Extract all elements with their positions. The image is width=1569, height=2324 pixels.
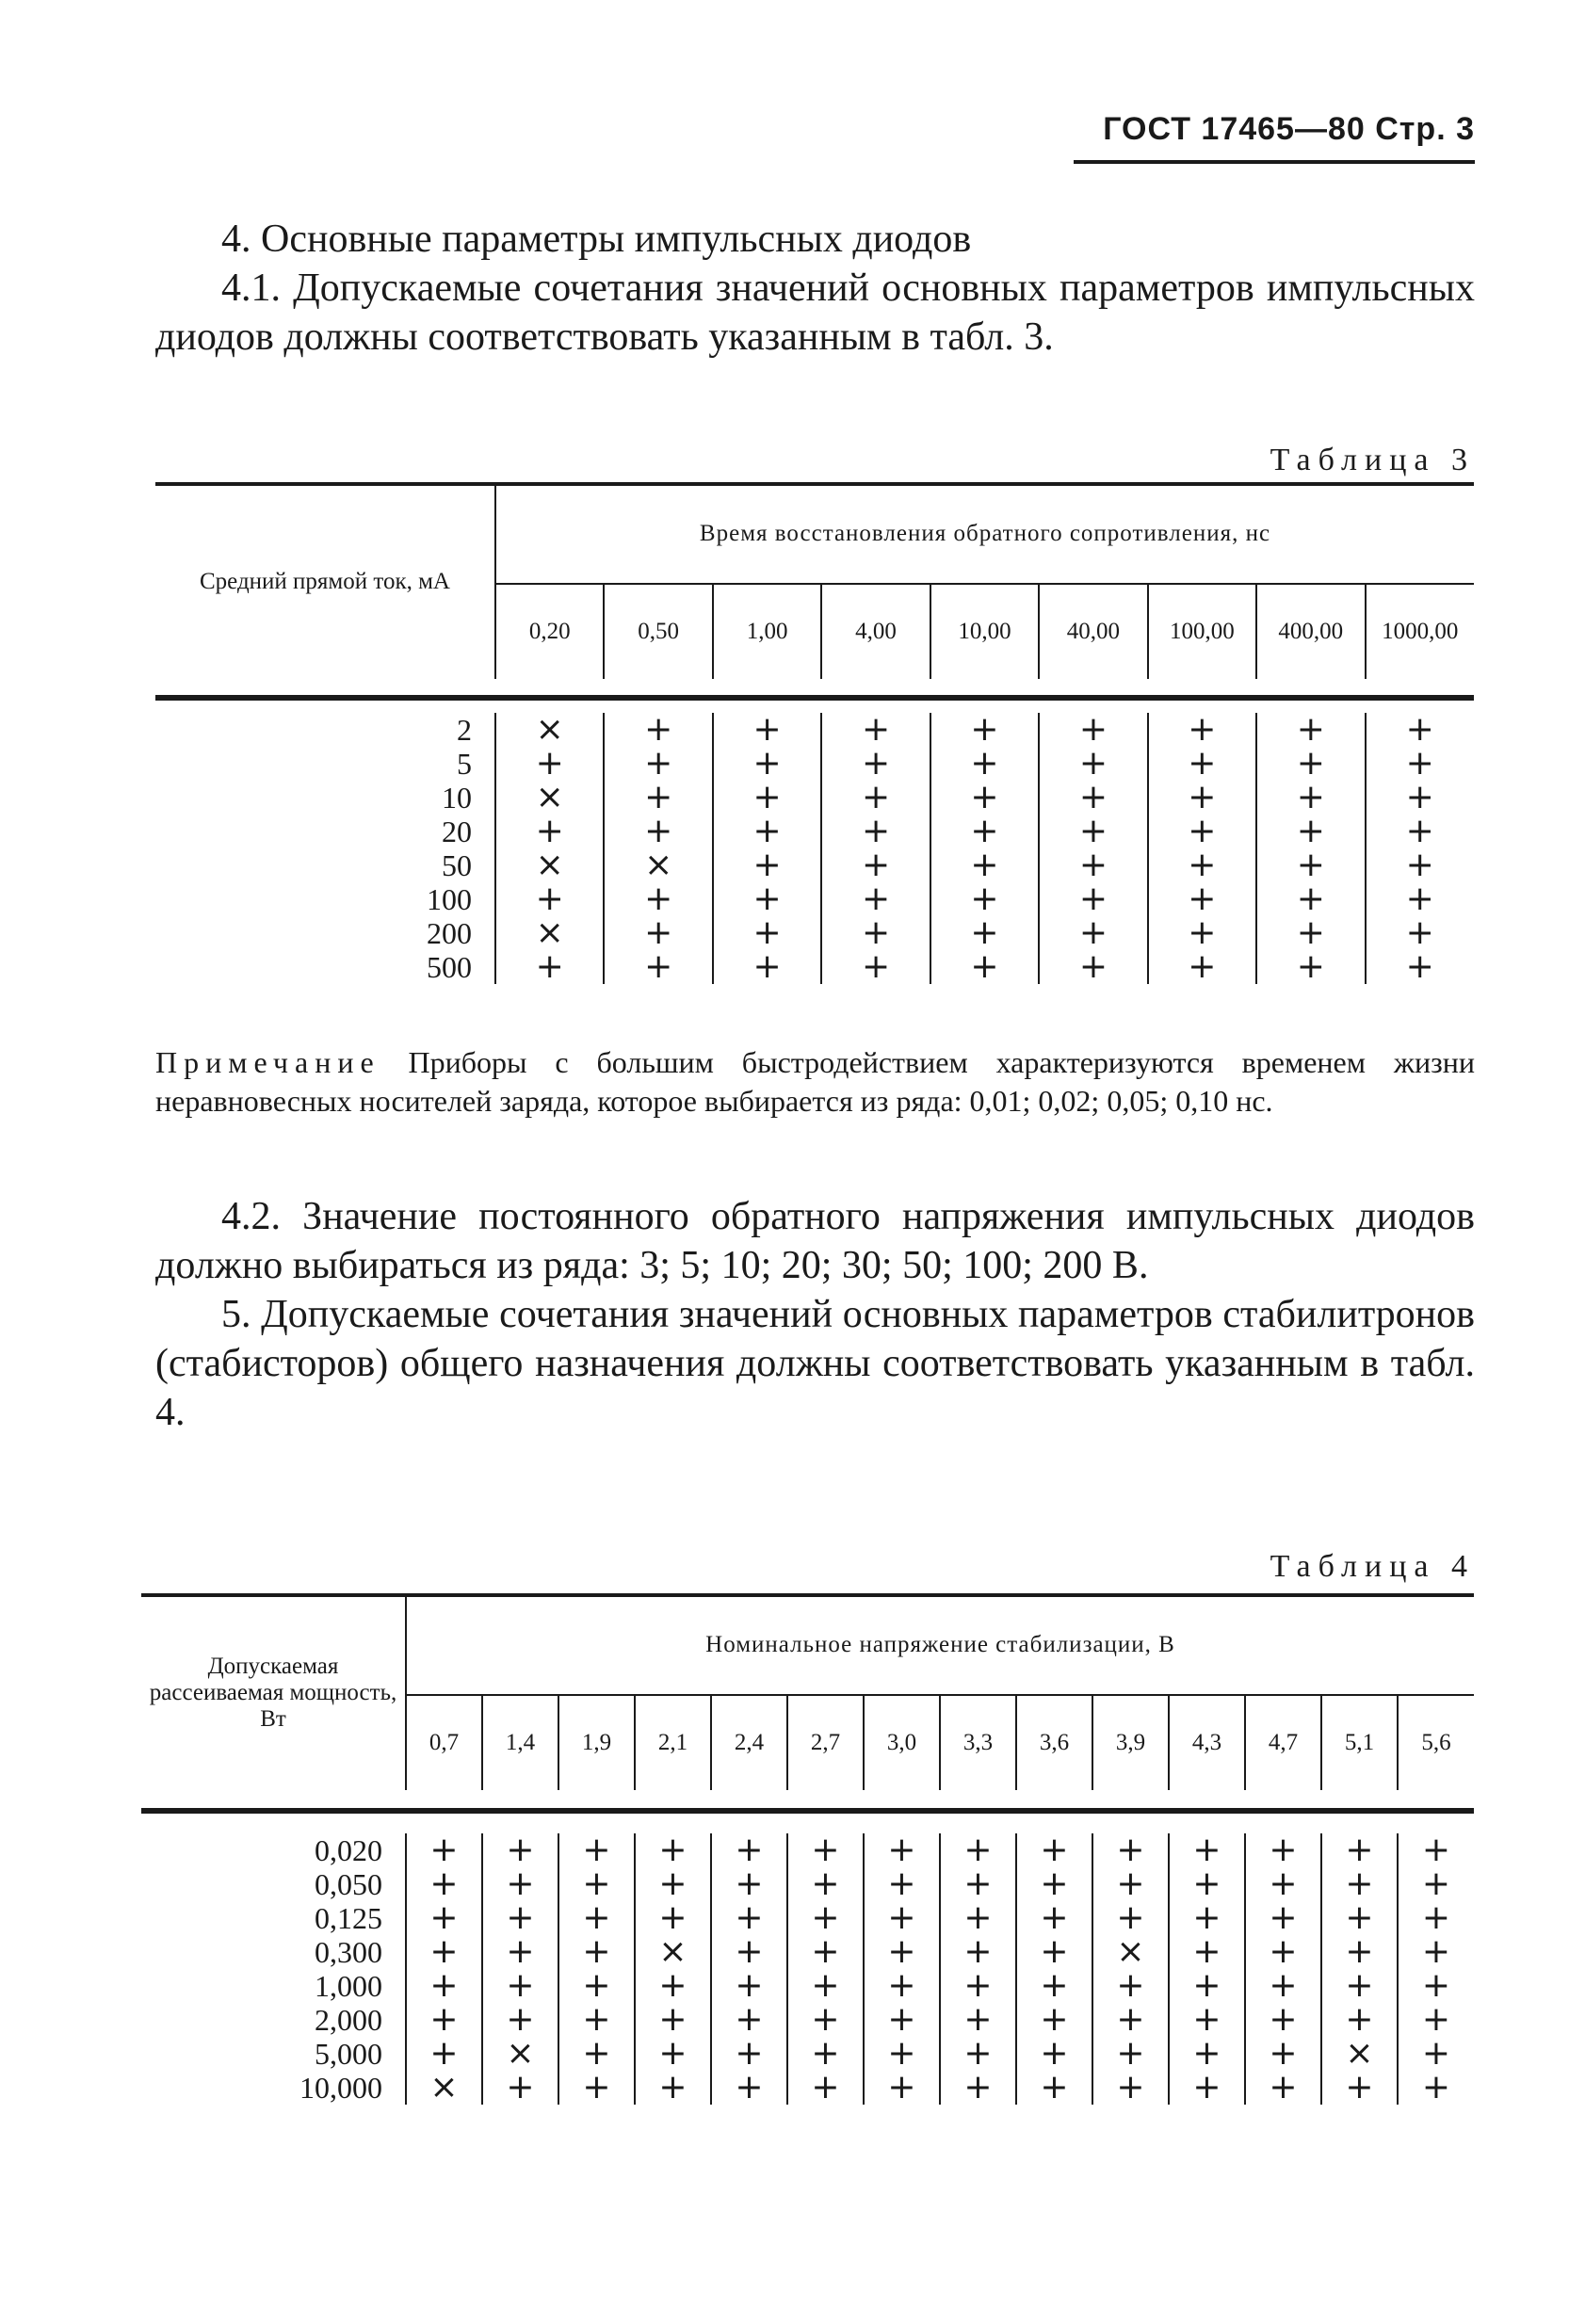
table3-cell: + [1296,710,1325,749]
table3-column-cells [1256,710,1365,986]
table4-column-cells [787,1833,864,2105]
table4-cell: + [1116,2034,1145,2073]
table4-cell: + [811,2068,840,2106]
table3-cell: + [752,880,782,918]
table3-cell: + [752,744,782,783]
table4-cell: + [1421,1932,1451,1971]
table4-cell: + [811,1966,840,2005]
table4-column-header: 2,1 [635,1695,711,1790]
table3-cell: + [1078,744,1108,783]
table3-cell: × [644,846,673,884]
table4-cell: + [887,2068,916,2106]
table3-cell: + [1405,812,1434,850]
table3-cell: + [970,778,999,816]
table3-row-label: 20 [442,815,472,848]
table3-column-header: 10,00 [930,584,1039,679]
table4-cell: + [1040,1864,1069,1903]
table3-cell: + [1405,947,1434,986]
table3-row-label: 10 [442,781,472,815]
table4-cell: + [1192,2000,1221,2039]
table4-row-label: 0,300 [315,1935,382,1969]
table3-cell: + [1296,846,1325,884]
table-4-caption: Таблица 4 [1270,1549,1475,1584]
table4-cell: + [429,1831,459,1869]
table4-column-cells [406,1833,482,2105]
table4-cell: + [811,1898,840,1937]
table3-column-cells [604,710,712,986]
table4-cell: + [658,2000,687,2039]
table4-cell: + [1421,1966,1451,2005]
table3-cell: + [861,880,891,918]
table3-cell: + [644,778,673,816]
table-3 [155,485,1474,984]
table4-column-header: 1,4 [482,1695,558,1790]
table4-cell: + [1116,1831,1145,1869]
table4-cell: + [887,2000,916,2039]
table3-cell: + [752,710,782,749]
table3-cell: + [1296,778,1325,816]
table3-column-header: 1,00 [713,584,821,679]
table4-column-header: 4,7 [1245,1695,1321,1790]
table4-cell: + [582,2034,611,2073]
table4-cell: + [429,1966,459,2005]
table-4-header-rule [141,1808,1474,1814]
table4-cell: + [811,2000,840,2039]
table4-column-header: 0,7 [406,1695,482,1790]
table3-cell: + [1296,947,1325,986]
table4-cell: + [429,1898,459,1937]
table4-cell: + [1421,1831,1451,1869]
table3-cell: + [752,812,782,850]
table3-cell: + [535,744,564,783]
table3-cell: + [1405,778,1434,816]
table4-cell: + [735,2068,764,2106]
table3-row-label: 100 [427,882,472,916]
table3-cell: + [752,846,782,884]
table3-cell: + [1188,846,1217,884]
table3-cell: + [1296,913,1325,952]
table4-cell: + [506,1864,535,1903]
table4-cell: + [582,2000,611,2039]
table4-cell: + [1192,2034,1221,2073]
table4-row-label: 2,000 [315,2003,382,2037]
table4-cell: + [658,1864,687,1903]
table4-cell: + [735,1864,764,1903]
table4-cell: + [582,1966,611,2005]
table4-cell: + [1116,1864,1145,1903]
table4-cell: + [1116,2068,1145,2106]
table4-cell: + [582,1831,611,1869]
table3-column-cells [821,710,930,986]
table4-column-cells [1016,1833,1092,2105]
table4-cell: + [1421,2000,1451,2039]
table4-row-label: 0,125 [315,1901,382,1935]
table4-cell: + [887,1898,916,1937]
table3-cell: + [1296,880,1325,918]
table3-cell: + [1405,913,1434,952]
table4-cell: + [887,1864,916,1903]
table3-cell: + [1188,744,1217,783]
table4-cell: + [1269,2068,1298,2106]
table4-cell: + [1192,1898,1221,1937]
table4-cell: × [1345,2034,1374,2073]
table-3-note [155,1043,1475,1121]
table3-cell: + [970,880,999,918]
table4-cell: + [429,1864,459,1903]
table3-cell: + [861,812,891,850]
table3-cell: + [1078,913,1108,952]
table4-column-header: 1,9 [558,1695,635,1790]
table4-cell: + [1345,1864,1374,1903]
table3-cell: + [861,913,891,952]
table4-cell: + [887,1932,916,1971]
table4-cell: + [735,1898,764,1937]
table4-row-label: 1,000 [315,1969,382,2003]
table3-cell: + [644,812,673,850]
table4-cell: + [811,2034,840,2073]
table-3-header-rule [155,695,1474,701]
table4-cell: + [506,2068,535,2106]
table4-cell: + [963,1932,993,1971]
table4-row-label: 0,050 [315,1867,382,1901]
table3-column-header: 0,50 [604,584,712,679]
table4-cell: + [506,1898,535,1937]
table4-cell: + [887,1831,916,1869]
table4-cell: + [1345,2000,1374,2039]
table4-column-header: 3,6 [1016,1695,1092,1790]
table4-cell: + [1040,1831,1069,1869]
table4-cell: + [1269,2034,1298,2073]
table3-cell: + [861,846,891,884]
table4-cell: + [1040,2034,1069,2073]
table4-column-cells [864,1833,940,2105]
table3-cell: + [970,710,999,749]
table4-cell: + [1345,1932,1374,1971]
table3-cell: + [644,913,673,952]
table4-cell: + [811,1831,840,1869]
table4-cell: + [582,2068,611,2106]
table-4 [141,1596,1474,2105]
paragraph-4-2: 4.2. Значение постоянного обратного напряжения импульсных диодов должно выбираться из ряда: 3; 5; 10; 20; 30; 50; 100; 200 В. [155,1195,1475,1287]
table4-cell: + [811,1864,840,1903]
paragraph-4-1: 4.1. Допускаемые сочетания значений основных параметров импульсных диодов должны соответствовать указанным в табл. 3. [155,266,1475,359]
table3-column-cells [1148,710,1256,986]
table3-cell: + [1296,812,1325,850]
table3-column-header: 40,00 [1039,584,1147,679]
table4-cell: + [1421,1898,1451,1937]
table4-cell: + [582,1898,611,1937]
table4-column-header: 5,6 [1398,1695,1474,1790]
paragraph-5: 5. Допускаемые сочетания значений основных параметров стабилитронов (стабисторов) общего назначения должны соответствовать указанным в табл. 4. [155,1293,1475,1434]
table4-cell: + [1116,1966,1145,2005]
table4-cell: + [811,1932,840,1971]
table3-column-cells [1039,710,1147,986]
table4-cell: + [1040,1966,1069,2005]
table3-cell: + [861,744,891,783]
table3-cell: + [535,880,564,918]
table3-cell: + [970,812,999,850]
table4-cell: + [1421,2068,1451,2106]
table3-cell: + [535,947,564,986]
table3-cell: + [752,913,782,952]
table3-cell: + [1078,778,1108,816]
table3-cell: + [1296,744,1325,783]
table3-cell: + [1405,846,1434,884]
table3-cell: + [1188,812,1217,850]
table4-cell: + [963,2034,993,2073]
table-4-group-header: Номинальное напряжение стабилизации, В [406,1596,1474,1695]
table3-cell: + [752,778,782,816]
table3-cell: + [1078,846,1108,884]
table4-column-cells [711,1833,787,2105]
table4-cell: + [658,1898,687,1937]
table3-cell: + [970,846,999,884]
table4-column-header: 2,7 [787,1695,864,1790]
table3-cell: + [644,744,673,783]
table4-column-header: 5,1 [1321,1695,1398,1790]
table4-column-cells [1398,1833,1474,2105]
table3-cell: + [970,947,999,986]
table4-cell: + [1116,1898,1145,1937]
table3-cell: × [535,846,564,884]
table4-column-header: 4,3 [1169,1695,1245,1790]
table3-column-header: 400,00 [1256,584,1365,679]
table4-cell: + [963,2068,993,2106]
table4-cell: + [1040,1898,1069,1937]
table4-cell: + [887,2034,916,2073]
table4-cell: + [658,2068,687,2106]
table4-cell: + [1192,1966,1221,2005]
table4-column-header: 3,3 [940,1695,1016,1790]
table3-cell: + [1188,710,1217,749]
table4-cell: + [658,2034,687,2073]
table4-cell: + [1192,1831,1221,1869]
table4-cell: + [429,2000,459,2039]
table4-cell: + [735,1966,764,2005]
table4-row-label: 0,020 [315,1833,382,1867]
table3-cell: + [970,744,999,783]
table3-cell: + [644,710,673,749]
table4-cell: + [1269,1898,1298,1937]
table4-row-labels [141,1833,406,2105]
table-3-caption: Таблица 3 [1270,443,1475,477]
table4-column-cells [1092,1833,1169,2105]
table4-cell: + [963,1864,993,1903]
table3-cell: + [1405,880,1434,918]
table4-cell: + [1040,2000,1069,2039]
table3-row-label: 5 [457,747,472,781]
table4-column-header: 2,4 [711,1695,787,1790]
table4-cell: + [1116,2000,1145,2039]
table4-cell: + [1421,2034,1451,2073]
table4-cell: + [735,2000,764,2039]
table3-column-header: 1000,00 [1366,584,1475,679]
table4-cell: + [582,1864,611,1903]
table3-cell: + [1405,744,1434,783]
table-3-group-header: Время восстановления обратного сопротивления, нс [495,485,1474,584]
table3-cell: + [1188,778,1217,816]
table4-cell: + [1040,1932,1069,1971]
table4-cell: + [887,1966,916,2005]
table4-cell: + [1345,1898,1374,1937]
table4-column-cells [482,1833,558,2105]
table3-column-cells [1366,710,1475,986]
table3-cell: + [970,913,999,952]
table3-cell: + [1188,880,1217,918]
table3-cell: + [1078,880,1108,918]
table4-body-row [141,1833,1474,2105]
table4-column-cells [558,1833,635,2105]
table3-column-cells [713,710,821,986]
table3-cell: + [861,947,891,986]
table3-row-labels [155,713,495,984]
table3-column-header: 100,00 [1148,584,1256,679]
table4-cell: × [1116,1932,1145,1971]
table4-cell: + [506,1932,535,1971]
table4-cell: + [1421,1864,1451,1903]
table3-cell: + [644,880,673,918]
table3-cell: × [535,710,564,749]
section-4-title: 4. Основные параметры импульсных диодов [221,218,972,261]
table3-column-cells [495,710,604,986]
table3-column-cells [930,710,1039,986]
table4-column-cells [1245,1833,1321,2105]
table4-cell: + [658,1831,687,1869]
table3-cell: + [861,778,891,816]
table4-column-header: 3,0 [864,1695,940,1790]
table4-cell: + [429,2034,459,2073]
table3-row-label: 2 [457,713,472,747]
table3-cell: + [1188,913,1217,952]
table3-cell: + [1405,710,1434,749]
page-header: ГОСТ 17465—80 Стр. 3 [1103,111,1475,147]
table4-cell: × [429,2068,459,2106]
table4-cell: + [1269,1966,1298,2005]
table4-cell: + [506,2000,535,2039]
table4-cell: + [735,1831,764,1869]
table4-cell: + [506,1966,535,2005]
table4-cell: + [1269,1831,1298,1869]
header-rule [1074,160,1475,164]
table3-cell: + [1078,710,1108,749]
table4-cell: + [1269,2000,1298,2039]
table3-cell: + [861,710,891,749]
table4-cell: + [429,1932,459,1971]
note-text: Приборы с большим быстродействием характеризуются временем жизни неравновесных носителей заряда, которое выбирается из ряда: 0,01; 0,02; 0,05; 0,10 нс. [155,1045,1475,1118]
note-label: Примечание [155,1045,380,1079]
table4-cell: + [963,1898,993,1937]
table4-row-label: 10,000 [299,2071,382,2105]
table3-cell: + [752,947,782,986]
table-4-stub-header: Допускаемая рассеиваемая мощность, Вт [149,1654,397,1732]
table4-column-cells [1321,1833,1398,2105]
table3-row-label: 200 [427,916,472,950]
table3-row-label: 500 [427,950,472,984]
table4-cell: + [1192,1932,1221,1971]
table4-column-cells [635,1833,711,2105]
table4-cell: + [1192,2068,1221,2106]
table3-row-label: 50 [442,848,472,882]
table3-cell: + [1188,947,1217,986]
table4-row-label: 5,000 [315,2037,382,2071]
table3-cell: + [535,812,564,850]
table3-cell: + [1078,812,1108,850]
table3-body-row [155,713,1474,984]
table4-cell: + [1345,1966,1374,2005]
table4-cell: + [963,2000,993,2039]
table4-cell: + [1345,2068,1374,2106]
table3-cell: × [535,778,564,816]
table3-cell: + [644,947,673,986]
table4-column-cells [1169,1833,1245,2105]
table4-cell: + [658,1966,687,2005]
table-3-stub-header: Средний прямой ток, мА [200,569,450,594]
table4-cell: + [963,1831,993,1869]
table4-column-header: 3,9 [1092,1695,1169,1790]
table4-cell: + [1040,2068,1069,2106]
table4-cell: + [506,1831,535,1869]
table3-column-header: 0,20 [495,584,604,679]
table3-column-header: 4,00 [821,584,930,679]
table4-cell: × [506,2034,535,2073]
table4-cell: + [735,1932,764,1971]
table4-column-cells [940,1833,1016,2105]
table4-cell: + [1269,1864,1298,1903]
table4-cell: × [658,1932,687,1971]
table4-cell: + [582,1932,611,1971]
table4-cell: + [963,1966,993,2005]
table4-cell: + [1269,1932,1298,1971]
table4-cell: + [1192,1864,1221,1903]
table3-cell: × [535,913,564,952]
table4-cell: + [1345,1831,1374,1869]
table3-cell: + [1078,947,1108,986]
table4-cell: + [735,2034,764,2073]
